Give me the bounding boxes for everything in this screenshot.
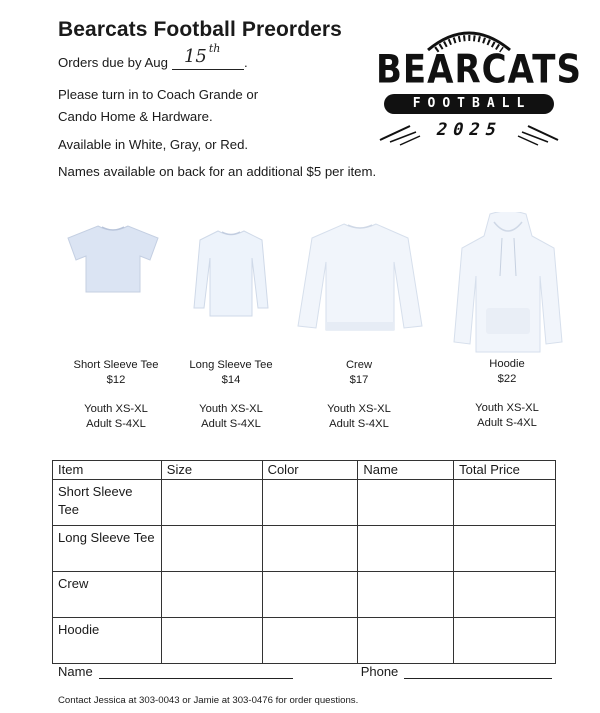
size-cell[interactable]	[161, 480, 262, 526]
contact-info: Contact Jessica at 303-0043 or Jamie at 303-0476 for order questions.	[58, 695, 359, 706]
logo-band: FOOTBALL	[384, 94, 554, 114]
turn-in-instructions: Please turn in to Coach Grande or Cando Home & Hardware.	[58, 87, 259, 124]
hoodie-image	[452, 212, 564, 356]
product-name: Hoodie	[489, 358, 525, 370]
table-header-row	[53, 461, 556, 480]
product-adult-sizes: Adult S-4XL	[477, 417, 537, 429]
product-adult-sizes: Adult S-4XL	[86, 418, 146, 430]
product-long-sleeve-tee	[176, 358, 286, 432]
product-price: $12	[106, 374, 126, 386]
total-price-cell[interactable]	[454, 618, 556, 664]
product-adult-sizes: Adult S-4XL	[329, 418, 389, 430]
product-short-sleeve-tee	[60, 358, 172, 432]
long-sleeve-tee-image	[192, 228, 270, 320]
phone-blank[interactable]	[404, 665, 552, 679]
product-price: $22	[497, 373, 517, 385]
due-prefix: Orders due by Aug	[58, 55, 168, 70]
item-cell: Long Sleeve Tee	[53, 526, 162, 572]
name-cell[interactable]	[358, 618, 454, 664]
product-name: Crew	[345, 359, 373, 371]
product-price: $14	[221, 374, 241, 386]
product-name: Long Sleeve Tee	[189, 359, 273, 371]
total-price-cell[interactable]	[454, 526, 556, 572]
column-header-color: Color	[262, 461, 358, 480]
product-price: $17	[349, 374, 369, 386]
total-price-cell[interactable]	[454, 572, 556, 618]
product-youth-sizes: Youth XS-XL	[199, 403, 263, 415]
name-label: Name	[58, 664, 93, 679]
logo-word: BEARCATS	[376, 47, 582, 93]
product-crew	[304, 358, 414, 432]
color-cell[interactable]	[262, 526, 358, 572]
phone-label: Phone	[360, 664, 399, 679]
column-header-item: Item	[53, 461, 162, 480]
bearcats-logo	[376, 22, 582, 152]
item-cell: Hoodie	[53, 618, 162, 664]
table-row	[53, 572, 556, 618]
product-youth-sizes: Youth XS-XL	[475, 402, 539, 414]
short-sleeve-tee-image	[66, 222, 160, 294]
page-title: Bearcats Football Preorders	[58, 18, 342, 41]
color-cell[interactable]	[262, 480, 358, 526]
name-cell[interactable]	[358, 526, 454, 572]
size-cell[interactable]	[161, 572, 262, 618]
item-cell: Short Sleeve Tee	[53, 480, 162, 526]
name-cell[interactable]	[358, 572, 454, 618]
table-row	[53, 618, 556, 664]
crew-sweatshirt-image	[296, 218, 424, 340]
color-cell[interactable]	[262, 618, 358, 664]
contact-fields	[58, 664, 552, 679]
size-cell[interactable]	[161, 526, 262, 572]
column-header-size: Size	[161, 461, 262, 480]
column-header-total-price: Total Price	[454, 461, 556, 480]
name-blank[interactable]	[99, 665, 293, 679]
column-header-name: Name	[358, 461, 454, 480]
item-cell: Crew	[53, 572, 162, 618]
name-cell[interactable]	[358, 480, 454, 526]
due-suffix: .	[243, 55, 248, 70]
color-availability: Available in White, Gray, or Red.	[58, 137, 249, 152]
product-hoodie	[452, 357, 562, 431]
table-row	[53, 480, 556, 526]
logo-year: 2025	[434, 120, 505, 140]
due-date-field[interactable]	[172, 42, 244, 70]
product-youth-sizes: Youth XS-XL	[327, 403, 391, 415]
size-cell[interactable]	[161, 618, 262, 664]
table-row	[53, 526, 556, 572]
color-cell[interactable]	[262, 572, 358, 618]
order-table	[52, 460, 556, 664]
due-date-line	[58, 42, 248, 70]
product-name: Short Sleeve Tee	[73, 359, 159, 371]
total-price-cell[interactable]	[454, 480, 556, 526]
handwritten-due-date: 15 $^{th}$	[183, 42, 221, 67]
product-adult-sizes: Adult S-4XL	[201, 418, 261, 430]
product-youth-sizes: Youth XS-XL	[84, 403, 148, 415]
names-note: Names available on back for an additional $5 per item.	[58, 164, 377, 179]
